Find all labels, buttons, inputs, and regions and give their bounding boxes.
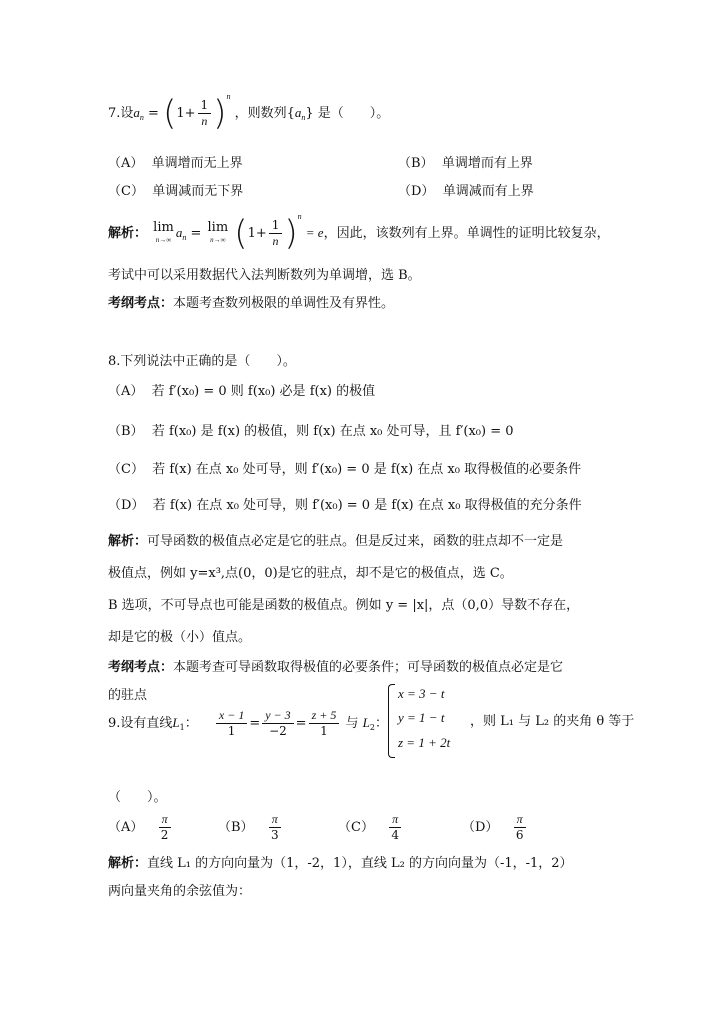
q8-analysis-line3: B 选项，不可导点也可能是函数的极值点。例如 y = |x|，点（0,0）导数不存在， (108, 598, 580, 613)
q9-system-eq3: z = 1 + 2t (398, 735, 451, 750)
q9-analysis-line1: 解析：直线 L₁ 的方向向量为（1，-2，1），直线 L₂ 的方向向量为（-1，-1，2） (108, 856, 573, 871)
q7-option-b[interactable]: （B） 单调增而有上界 (398, 156, 533, 171)
q9-stem-tail: ，则 L₁ 与 L₂ 的夹角 θ 等于 (470, 714, 635, 729)
q7-option-d[interactable]: （D） 单调减而有上界 (398, 184, 534, 199)
q7-stem: 7.设$a_n = (1+$ $\frac{1}{n}$ )$^n$ ，则数列$\{a_n\}$ 是（ ）。 (108, 92, 390, 134)
q7-analysis-line2: 考试中可以采用数据代入法判断数列为单调增，选 B。 (108, 268, 421, 283)
q8-analysis-line1: 解析：可导函数的极值点必定是它的驻点。但是反过来，函数的驻点却不一定是 (108, 534, 564, 549)
q9-blank: （ ）。 (108, 790, 167, 805)
q9-analysis-line2: 两向量夹角的余弦值为： (108, 884, 252, 899)
q8-analysis-line4: 却是它的极（小）值点。 (108, 630, 252, 645)
q8-stem: 8.下列说法中正确的是（ ）。 (108, 354, 296, 369)
q9-option-a[interactable]: （A） $\frac{\pi}{2}$ (108, 812, 173, 843)
q7-option-a[interactable]: （A） 单调增而无上界 (108, 156, 243, 171)
q9-option-d[interactable]: （D） $\frac{\pi}{6}$ (462, 812, 528, 843)
q8-option-b[interactable]: （B） 若 f(x₀) 是 f(x) 的极值，则 f(x) 在点 x₀ 处可导，且 f′(x₀) = 0 (108, 424, 514, 439)
q7-kaodian: 考纲考点：本题考查数列极限的单调性及有界性。 (108, 296, 395, 311)
q8-kaodian-line2: 的驻点 (108, 688, 148, 703)
q9-system-eq1: x = 3 − t (398, 686, 445, 701)
q8-option-c[interactable]: （C） 若 f(x) 在点 x₀ 处可导，则 f′(x₀) = 0 是 f(x) 在点 x₀ 取得极值的必要条件 (108, 462, 582, 477)
q8-analysis-line2: 极值点，例如 y=x³,点(0，0)是它的驻点，却不是它的极值点，选 C。 (108, 566, 513, 581)
q7-option-c[interactable]: （C） 单调减而无下界 (108, 184, 244, 199)
q8-option-d[interactable]: （D） 若 f(x) 在点 x₀ 处可导，则 f′(x₀) = 0 是 f(x) 在点 x₀ 取得极值的充分条件 (108, 498, 582, 513)
q9-system-brace (388, 684, 395, 758)
q7-fraction: $\frac{1}{n}$ (198, 98, 212, 129)
q9-option-c[interactable]: （C） $\frac{\pi}{4}$ (338, 812, 404, 843)
q9-stem: 9.设有直线$L_1$： $\frac{x - 1}{1}$ = $\frac{y - 3}{-2}$ = $\frac{z + 5}{1}$ 与 $L_2$： (108, 708, 388, 738)
q9-system-eq2: y = 1 − t (398, 710, 445, 725)
q7-analysis: 解析： lim n→∞ $a_n$ = lim n→∞ (1+ $\frac{1}{n}$ )$^n$ = e，因此，该数列有上界。单调性的证明比较复杂， (108, 212, 610, 254)
q9-option-b[interactable]: （B） $\frac{\pi}{3}$ (218, 812, 284, 843)
q8-option-a[interactable]: （A） 若 f′(x₀) = 0 则 f(x₀) 必是 f(x) 的极值 (108, 384, 376, 399)
q8-kaodian-line1: 考纲考点：本题考查可导函数取得极值的必要条件；可导函数的极值点必定是它 (108, 660, 564, 675)
